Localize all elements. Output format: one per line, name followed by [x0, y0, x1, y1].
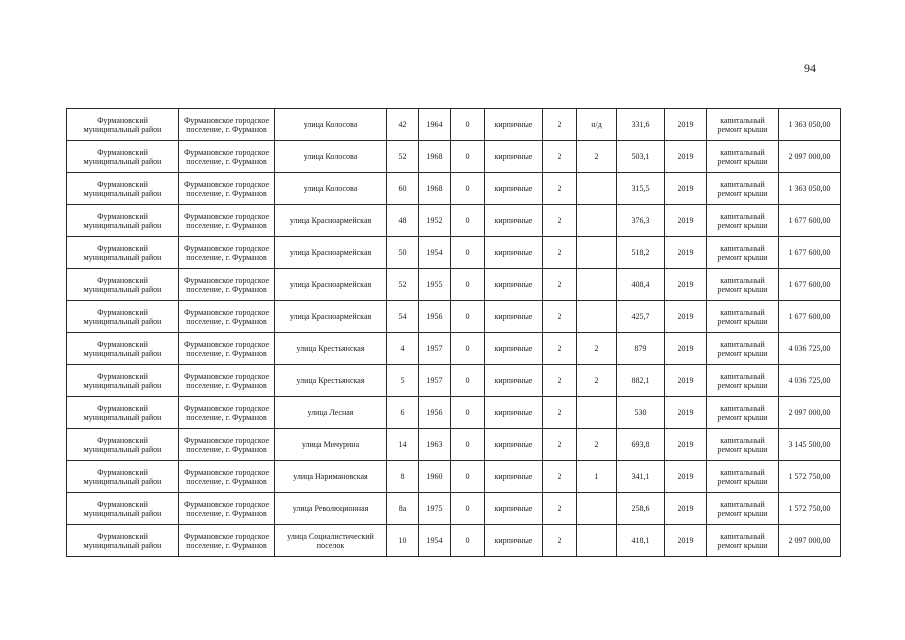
cell-cost: 1 677 600,00: [779, 205, 841, 237]
cell-column-6: 0: [451, 525, 485, 557]
cell-column-6: 0: [451, 333, 485, 365]
cell-area: 530: [617, 397, 665, 429]
cell-house-number: 14: [387, 429, 419, 461]
cell-plan-year: 2019: [665, 365, 707, 397]
cell-plan-year: 2019: [665, 141, 707, 173]
cell-wall-material: кирпичные: [485, 173, 543, 205]
cell-wall-material: кирпичные: [485, 301, 543, 333]
cell-work-type: капитальный ремонт крыши: [707, 397, 779, 429]
cell-house-number: 52: [387, 141, 419, 173]
cell-street: улица Красноармейская: [275, 237, 387, 269]
cell-settlement: Фурмановское городское поселение, г. Фурманов: [179, 525, 275, 557]
table-row: [67, 141, 841, 173]
cell-column-9: [577, 269, 617, 301]
table-row: [67, 397, 841, 429]
cell-column-9: 2: [577, 141, 617, 173]
cell-floors: 2: [543, 461, 577, 493]
cell-house-number: 8а: [387, 493, 419, 525]
cell-column-9: [577, 525, 617, 557]
cell-year-built: 1968: [419, 173, 451, 205]
cell-district: Фурмановский муниципальный район: [67, 205, 179, 237]
cell-cost: 1 677 600,00: [779, 237, 841, 269]
cell-district: Фурмановский муниципальный район: [67, 365, 179, 397]
cell-wall-material: кирпичные: [485, 397, 543, 429]
cell-district: Фурмановский муниципальный район: [67, 173, 179, 205]
cell-street: улица Крестьянская: [275, 365, 387, 397]
cell-area: 376,3: [617, 205, 665, 237]
cell-plan-year: 2019: [665, 205, 707, 237]
cell-area: 879: [617, 333, 665, 365]
cell-district: Фурмановский муниципальный район: [67, 461, 179, 493]
cell-floors: 2: [543, 141, 577, 173]
cell-area: 693,8: [617, 429, 665, 461]
cell-year-built: 1957: [419, 365, 451, 397]
cell-year-built: 1964: [419, 109, 451, 141]
cell-district: Фурмановский муниципальный район: [67, 141, 179, 173]
cell-house-number: 5: [387, 365, 419, 397]
table-row: [67, 237, 841, 269]
cell-year-built: 1956: [419, 397, 451, 429]
cell-area: 258,6: [617, 493, 665, 525]
cell-area: 331,6: [617, 109, 665, 141]
cell-work-type: капитальный ремонт крыши: [707, 173, 779, 205]
cell-year-built: 1960: [419, 461, 451, 493]
cell-area: 503,1: [617, 141, 665, 173]
cell-area: 315,5: [617, 173, 665, 205]
cell-settlement: Фурмановское городское поселение, г. Фурманов: [179, 269, 275, 301]
cell-year-built: 1954: [419, 525, 451, 557]
cell-plan-year: 2019: [665, 429, 707, 461]
cell-column-9: 2: [577, 429, 617, 461]
cell-cost: 2 097 000,00: [779, 397, 841, 429]
cell-wall-material: кирпичные: [485, 429, 543, 461]
cell-street: улица Красноармейская: [275, 269, 387, 301]
cell-wall-material: кирпичные: [485, 493, 543, 525]
table-row: [67, 429, 841, 461]
cell-year-built: 1956: [419, 301, 451, 333]
cell-area: 425,7: [617, 301, 665, 333]
cell-settlement: Фурмановское городское поселение, г. Фурманов: [179, 173, 275, 205]
cell-plan-year: 2019: [665, 109, 707, 141]
cell-work-type: капитальный ремонт крыши: [707, 109, 779, 141]
cell-settlement: Фурмановское городское поселение, г. Фурманов: [179, 397, 275, 429]
cell-settlement: Фурмановское городское поселение, г. Фурманов: [179, 141, 275, 173]
cell-settlement: Фурмановское городское поселение, г. Фурманов: [179, 109, 275, 141]
cell-column-6: 0: [451, 429, 485, 461]
cell-district: Фурмановский муниципальный район: [67, 493, 179, 525]
cell-plan-year: 2019: [665, 461, 707, 493]
table-row: [67, 269, 841, 301]
cell-street: улица Колосова: [275, 141, 387, 173]
cell-district: Фурмановский муниципальный район: [67, 269, 179, 301]
page-number: 94: [804, 61, 816, 75]
cell-street: улица Мичурина: [275, 429, 387, 461]
cell-floors: 2: [543, 525, 577, 557]
cell-column-6: 0: [451, 205, 485, 237]
cell-column-6: 0: [451, 365, 485, 397]
cell-year-built: 1968: [419, 141, 451, 173]
cell-wall-material: кирпичные: [485, 237, 543, 269]
cell-street: улица Наримановская: [275, 461, 387, 493]
cell-floors: 2: [543, 237, 577, 269]
cell-work-type: капитальный ремонт крыши: [707, 237, 779, 269]
cell-cost: 1 572 750,00: [779, 493, 841, 525]
cell-settlement: Фурмановское городское поселение, г. Фурманов: [179, 333, 275, 365]
cell-cost: 1 677 600,00: [779, 269, 841, 301]
cell-district: Фурмановский муниципальный район: [67, 525, 179, 557]
cell-street: улица Лесная: [275, 397, 387, 429]
cell-column-6: 0: [451, 397, 485, 429]
cell-column-6: 0: [451, 301, 485, 333]
table-row: [67, 205, 841, 237]
cell-district: Фурмановский муниципальный район: [67, 333, 179, 365]
cell-work-type: капитальный ремонт крыши: [707, 461, 779, 493]
cell-floors: 2: [543, 301, 577, 333]
cell-wall-material: кирпичные: [485, 461, 543, 493]
cell-year-built: 1952: [419, 205, 451, 237]
cell-floors: 2: [543, 365, 577, 397]
cell-plan-year: 2019: [665, 237, 707, 269]
cell-cost: 1 572 750,00: [779, 461, 841, 493]
table-row: [67, 333, 841, 365]
cell-work-type: капитальный ремонт крыши: [707, 365, 779, 397]
cell-work-type: капитальный ремонт крыши: [707, 429, 779, 461]
cell-settlement: Фурмановское городское поселение, г. Фурманов: [179, 493, 275, 525]
cell-column-6: 0: [451, 141, 485, 173]
cell-wall-material: кирпичные: [485, 333, 543, 365]
cell-column-9: [577, 301, 617, 333]
cell-work-type: капитальный ремонт крыши: [707, 525, 779, 557]
cell-house-number: 50: [387, 237, 419, 269]
cell-wall-material: кирпичные: [485, 141, 543, 173]
table-row: [67, 109, 841, 141]
cell-area: 408,4: [617, 269, 665, 301]
cell-work-type: капитальный ремонт крыши: [707, 301, 779, 333]
cell-plan-year: 2019: [665, 301, 707, 333]
cell-district: Фурмановский муниципальный район: [67, 301, 179, 333]
cell-work-type: капитальный ремонт крыши: [707, 141, 779, 173]
cell-cost: 2 097 000,00: [779, 525, 841, 557]
cell-work-type: капитальный ремонт крыши: [707, 205, 779, 237]
cell-area: 341,1: [617, 461, 665, 493]
cell-year-built: 1957: [419, 333, 451, 365]
cell-cost: 1 677 600,00: [779, 301, 841, 333]
cell-settlement: Фурмановское городское поселение, г. Фурманов: [179, 429, 275, 461]
table-row: [67, 493, 841, 525]
cell-street: улица Революционная: [275, 493, 387, 525]
cell-column-9: [577, 205, 617, 237]
cell-year-built: 1975: [419, 493, 451, 525]
housing-repair-table: [66, 108, 841, 557]
table-row: [67, 525, 841, 557]
cell-column-6: 0: [451, 493, 485, 525]
cell-plan-year: 2019: [665, 173, 707, 205]
cell-area: 518,2: [617, 237, 665, 269]
cell-wall-material: кирпичные: [485, 109, 543, 141]
table-row: [67, 365, 841, 397]
table-row: [67, 461, 841, 493]
cell-floors: 2: [543, 109, 577, 141]
cell-floors: 2: [543, 333, 577, 365]
cell-work-type: капитальный ремонт крыши: [707, 333, 779, 365]
cell-column-9: [577, 237, 617, 269]
cell-plan-year: 2019: [665, 397, 707, 429]
cell-column-9: 1: [577, 461, 617, 493]
table-row: [67, 301, 841, 333]
cell-column-9: [577, 397, 617, 429]
cell-column-9: [577, 173, 617, 205]
cell-area: 418,1: [617, 525, 665, 557]
cell-cost: 1 363 050,00: [779, 173, 841, 205]
cell-work-type: капитальный ремонт крыши: [707, 493, 779, 525]
cell-street: улица Колосова: [275, 109, 387, 141]
cell-year-built: 1954: [419, 237, 451, 269]
cell-plan-year: 2019: [665, 493, 707, 525]
cell-column-6: 0: [451, 109, 485, 141]
cell-column-6: 0: [451, 173, 485, 205]
cell-column-9: н/д: [577, 109, 617, 141]
cell-settlement: Фурмановское городское поселение, г. Фурманов: [179, 301, 275, 333]
cell-wall-material: кирпичные: [485, 365, 543, 397]
cell-plan-year: 2019: [665, 269, 707, 301]
cell-street: улица Колосова: [275, 173, 387, 205]
cell-house-number: 52: [387, 269, 419, 301]
cell-column-9: 2: [577, 333, 617, 365]
cell-floors: 2: [543, 429, 577, 461]
cell-street: улица Крестьянская: [275, 333, 387, 365]
cell-floors: 2: [543, 205, 577, 237]
cell-house-number: 10: [387, 525, 419, 557]
cell-column-6: 0: [451, 461, 485, 493]
cell-house-number: 42: [387, 109, 419, 141]
cell-street: улица Красноармейская: [275, 205, 387, 237]
cell-house-number: 60: [387, 173, 419, 205]
cell-settlement: Фурмановское городское поселение, г. Фурманов: [179, 205, 275, 237]
cell-floors: 2: [543, 173, 577, 205]
table-row: [67, 173, 841, 205]
cell-cost: 2 097 000,00: [779, 141, 841, 173]
cell-settlement: Фурмановское городское поселение, г. Фурманов: [179, 237, 275, 269]
cell-district: Фурмановский муниципальный район: [67, 397, 179, 429]
cell-column-6: 0: [451, 269, 485, 301]
cell-house-number: 4: [387, 333, 419, 365]
cell-district: Фурмановский муниципальный район: [67, 237, 179, 269]
cell-area: 882,1: [617, 365, 665, 397]
cell-column-9: [577, 493, 617, 525]
cell-settlement: Фурмановское городское поселение, г. Фурманов: [179, 365, 275, 397]
cell-settlement: Фурмановское городское поселение, г. Фурманов: [179, 461, 275, 493]
cell-plan-year: 2019: [665, 333, 707, 365]
cell-house-number: 48: [387, 205, 419, 237]
cell-cost: 4 036 725,00: [779, 333, 841, 365]
cell-cost: 4 036 725,00: [779, 365, 841, 397]
cell-year-built: 1955: [419, 269, 451, 301]
cell-house-number: 54: [387, 301, 419, 333]
cell-house-number: 6: [387, 397, 419, 429]
cell-house-number: 8: [387, 461, 419, 493]
cell-wall-material: кирпичные: [485, 269, 543, 301]
cell-wall-material: кирпичные: [485, 525, 543, 557]
cell-plan-year: 2019: [665, 525, 707, 557]
cell-column-6: 0: [451, 237, 485, 269]
cell-district: Фурмановский муниципальный район: [67, 429, 179, 461]
cell-street: улица Красноармейская: [275, 301, 387, 333]
cell-cost: 3 145 500,00: [779, 429, 841, 461]
cell-cost: 1 363 050,00: [779, 109, 841, 141]
cell-work-type: капитальный ремонт крыши: [707, 269, 779, 301]
cell-floors: 2: [543, 493, 577, 525]
cell-district: Фурмановский муниципальный район: [67, 109, 179, 141]
cell-floors: 2: [543, 397, 577, 429]
cell-column-9: 2: [577, 365, 617, 397]
cell-wall-material: кирпичные: [485, 205, 543, 237]
cell-year-built: 1963: [419, 429, 451, 461]
cell-street: улица Социалистический поселок: [275, 525, 387, 557]
cell-floors: 2: [543, 269, 577, 301]
